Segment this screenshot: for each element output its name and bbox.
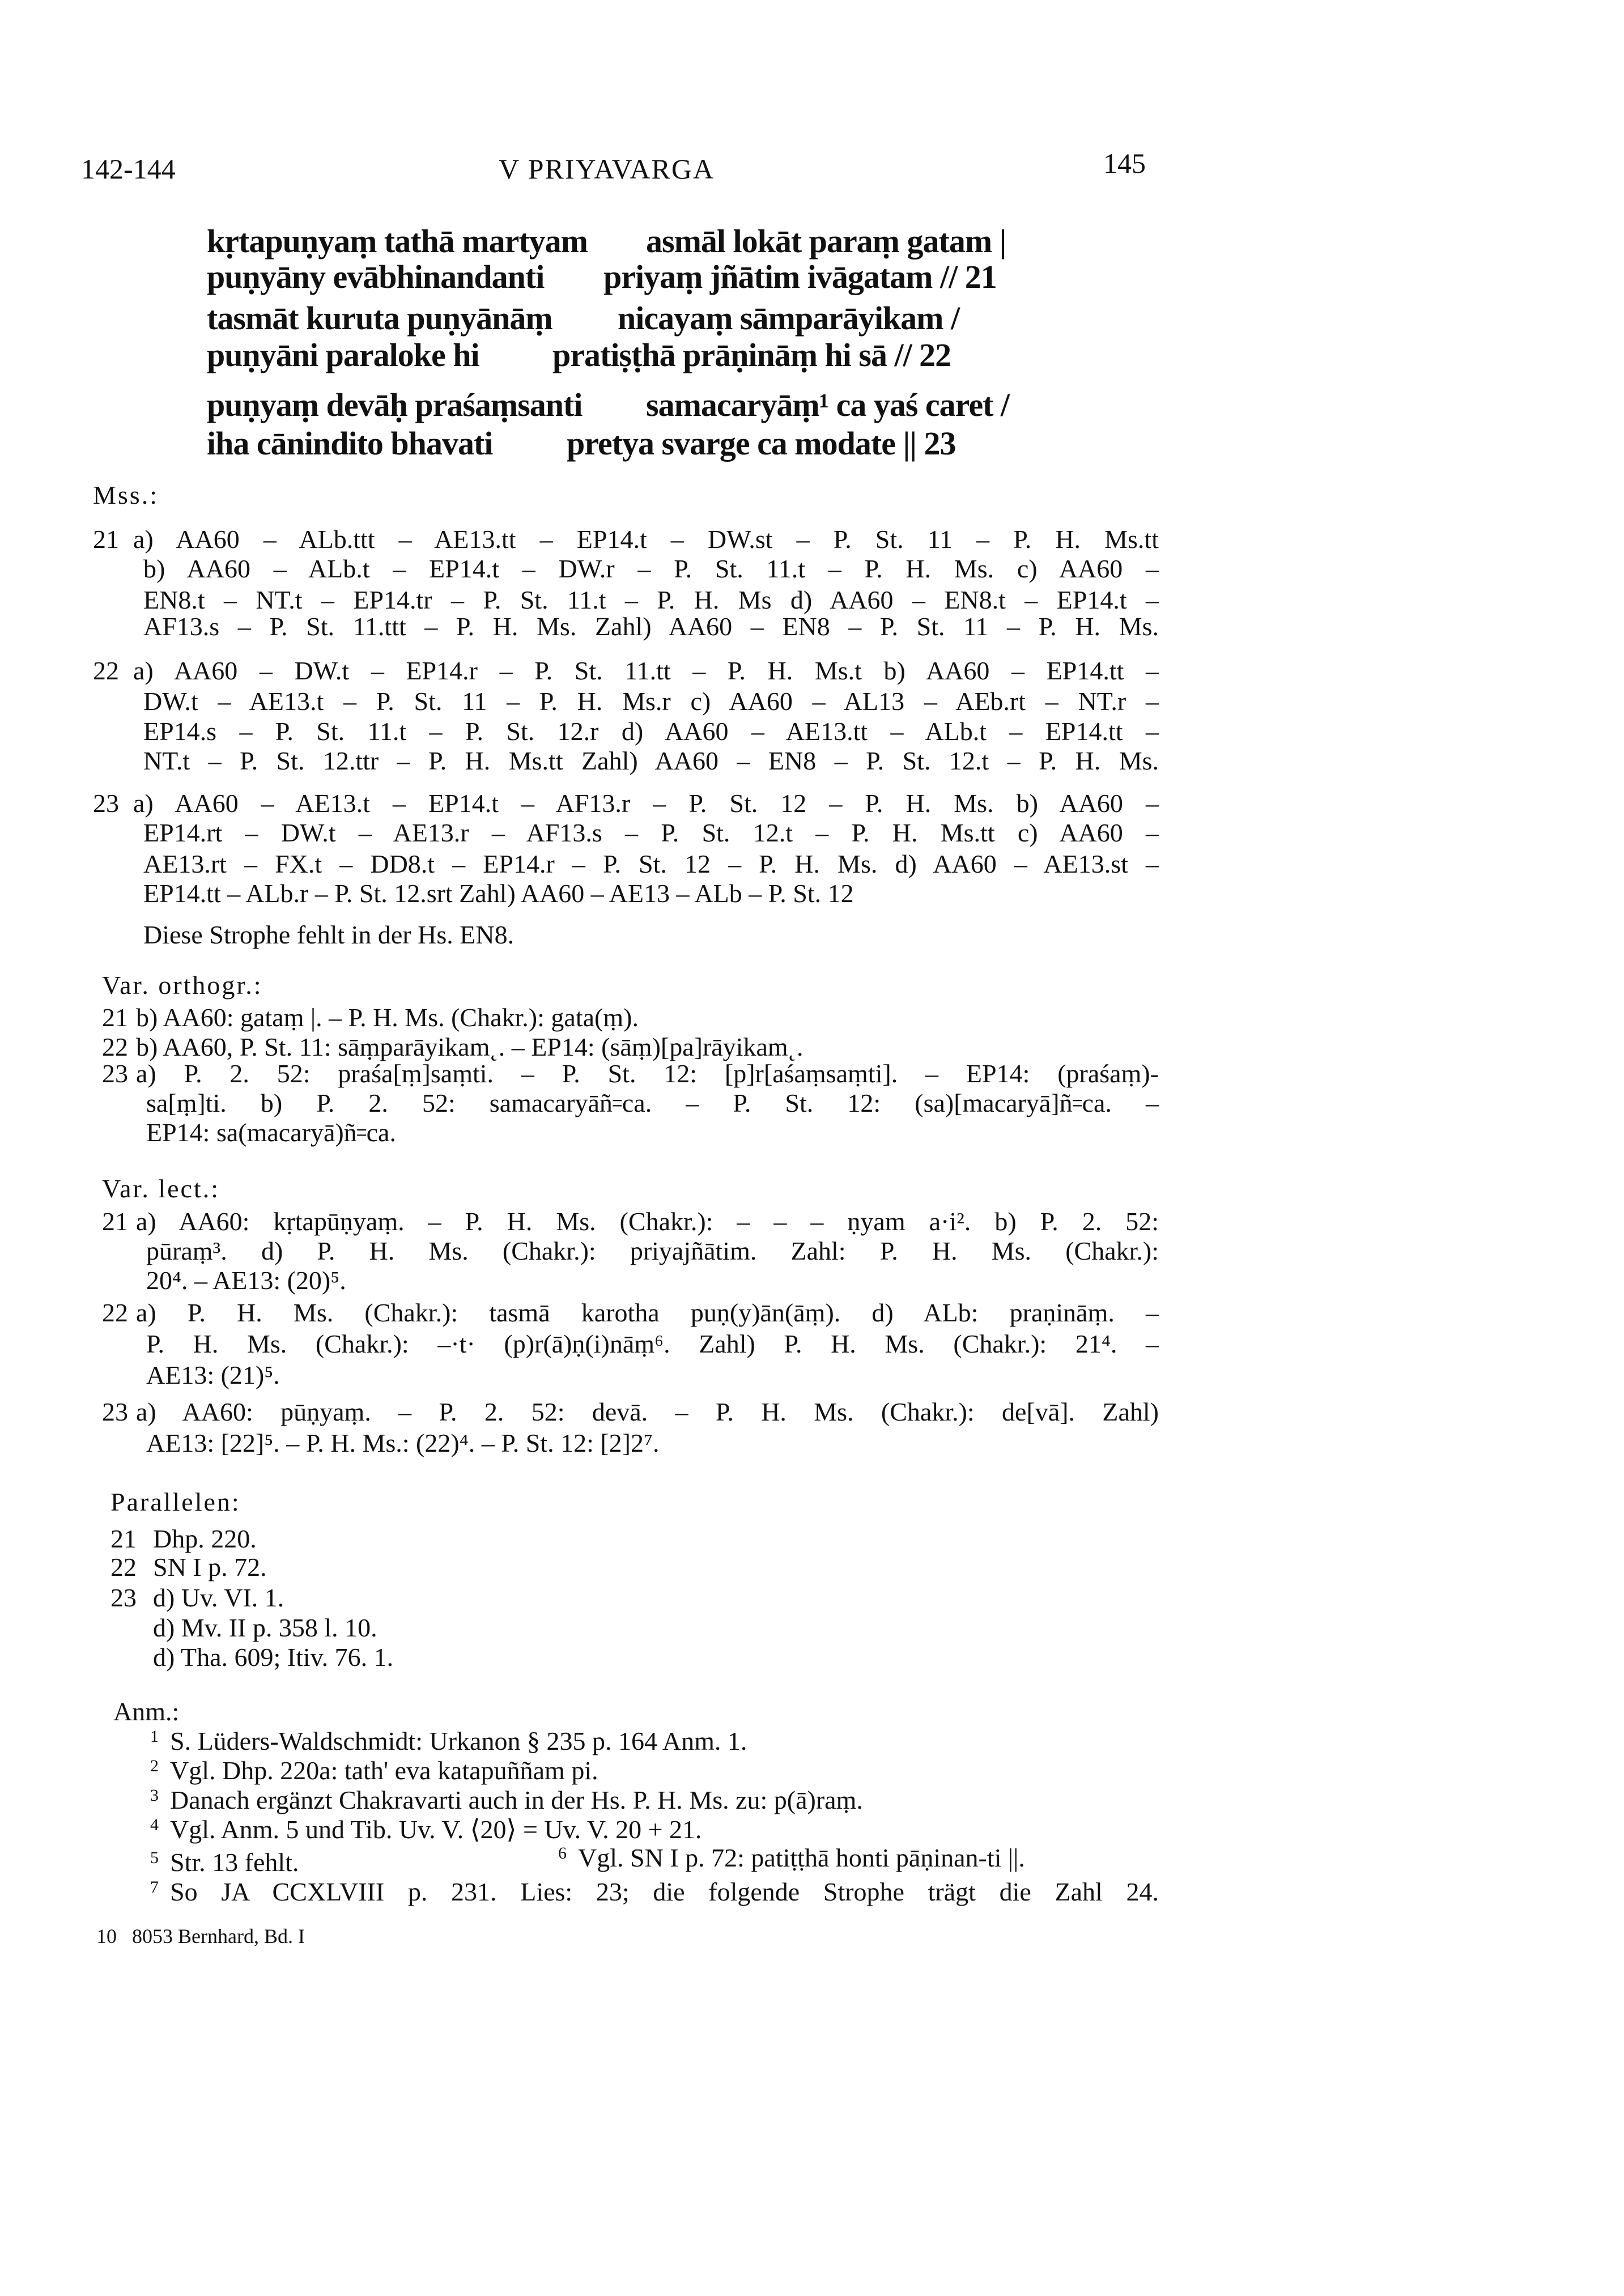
section-label-anm: Anm.: (113, 1697, 180, 1726)
verse-line: samacaryāṃ¹ ca yaś caret / (646, 386, 1009, 423)
footnote-text: Vgl. Dhp. 220a: tath' eva katapuññam pi. (170, 1756, 598, 1785)
printer-signature: 10 8053 Bernhard, Bd. I (96, 1925, 305, 1948)
stanza-range: 142-144 (81, 153, 176, 185)
verse-line: nicayaṃ sāmparāyikam / (618, 300, 960, 337)
stanza-number: 22 (110, 1553, 137, 1581)
footnote-number: 6 (558, 1844, 567, 1863)
footnote-number: 4 (150, 1815, 159, 1834)
mss-line: EP14.tt – ALb.r – P. St. 12.srt Zahl) AA60 – AE13 – ALb – P. St. 12 (143, 879, 854, 908)
mss-line: AE13.rt – FX.t – DD8.t – EP14.r – P. St. 12 – P. H. Ms. d) AA60 – AE13.st – (143, 849, 1159, 878)
parallel-item: d) Tha. 609; Itiv. 76. 1. (153, 1643, 394, 1672)
mss-line: AF13.s – P. St. 11.ttt – P. H. Ms. Zahl) AA60 – EN8 – P. St. 11 – P. H. Ms. (143, 612, 1159, 641)
stanza-number: 21 (110, 1524, 137, 1553)
orthogr-line: sa[ṃ]ti. b) P. 2. 52: samacaryāñ꞊ca. – P. St. 12: (sa)[macaryā]ñ꞊ca. – (146, 1089, 1159, 1117)
verse-line: iha cānindito bhavati (207, 425, 493, 462)
footnote-text: Vgl. SN I p. 72: patiṭṭhā honti pāṇinan-ti ||. (578, 1843, 1025, 1872)
lect-line: P. H. Ms. (Chakr.): –·t· (p)r(ā)ṇ(i)nāṃ⁶. Zahl) P. H. Ms. (Chakr.): 21⁴. – (146, 1329, 1159, 1358)
mss-line: NT.t – P. St. 12.ttr – P. H. Ms.tt Zahl) AA60 – EN8 – P. St. 12.t – P. H. Ms. (143, 746, 1159, 775)
mss-line: a) AA60 – AE13.t – EP14.t – AF13.r – P. St. 12 – P. H. Ms. b) AA60 – (133, 789, 1159, 818)
footnote-text: So JA CCXLVIII p. 231. Lies: 23; die folgende Strophe trägt die Zahl 24. (170, 1877, 1159, 1906)
parallel-item: Dhp. 220. (153, 1524, 257, 1553)
orthogr-line: EP14: sa(macaryā)ñ꞊ca. (146, 1118, 396, 1147)
verse-line: puṇyāni paraloke hi (207, 337, 479, 373)
stanza-number: 23 (102, 1397, 128, 1426)
lect-line: AE13: (21)⁵. (146, 1360, 280, 1389)
mss-line: b) AA60 – ALb.t – EP14.t – DW.r – P. St. 11.t – P. H. Ms. c) AA60 – (143, 554, 1159, 583)
mss-line: a) AA60 – ALb.ttt – AE13.tt – EP14.t – DW.st – P. St. 11 – P. H. Ms.tt (133, 525, 1159, 554)
section-label-lect: Var. lect.: (102, 1174, 220, 1203)
verse-line: puṇyaṃ devāḥ praśaṃsanti (207, 386, 583, 423)
footnote-text: Danach ergänzt Chakravarti auch in der Hs. P. H. Ms. zu: p(ā)raṃ. (170, 1785, 863, 1814)
verse-line: kṛtapuṇyaṃ tathā martyam (207, 223, 588, 260)
stanza-number: 22 (93, 656, 119, 685)
footnote-number: 7 (150, 1878, 159, 1897)
footnote-number: 2 (150, 1757, 159, 1775)
verse-line: pretya svarge ca modate || 23 (567, 425, 956, 462)
verse-line: asmāl lokāt paraṃ gatam | (646, 223, 1006, 260)
stanza-number: 22 (102, 1298, 128, 1327)
chapter-title: V PRIYAVARGA (499, 153, 715, 185)
mss-line: EN8.t – NT.t – EP14.tr – P. St. 11.t – P. H. Ms d) AA60 – EN8.t – EP14.t – (143, 585, 1159, 614)
stanza-number: 23 (93, 789, 119, 818)
lect-line: AE13: [22]⁵. – P. H. Ms.: (22)⁴. – P. St. 12: [2]2⁷. (146, 1428, 660, 1457)
section-label-mss: Mss.: (93, 481, 159, 509)
verse-line: puṇyāny evābhinandanti (207, 258, 545, 295)
lect-line: 20⁴. – AE13: (20)⁵. (146, 1266, 346, 1295)
parallel-item: d) Mv. II p. 358 l. 10. (153, 1613, 377, 1642)
footnote-text: Vgl. Anm. 5 und Tib. Uv. V. ⟨20⟩ = Uv. V. 20 + 21. (170, 1815, 702, 1844)
lect-line: a) P. H. Ms. (Chakr.): tasmā karotha puṇ(y)ān(āṃ). d) ALb: praṇināṃ. – (136, 1298, 1159, 1327)
mss-line: a) AA60 – DW.t – EP14.r – P. St. 11.tt – P. H. Ms.t b) AA60 – EP14.tt – (133, 656, 1159, 685)
verse-line: pratiṣṭhā prāṇināṃ hi sā // 22 (552, 337, 951, 373)
footnote-number: 5 (150, 1848, 159, 1867)
parallel-item: d) Uv. VI. 1. (153, 1583, 284, 1612)
orthogr-line: b) AA60, P. St. 11: sāṃparāyikam˛. – EP14: (sāṃ)[pa]rāyikam˛. (136, 1032, 804, 1061)
orthogr-line: a) P. 2. 52: praśa[ṃ]saṃti. – P. St. 12: [p]r[aśaṃsaṃti]. – EP14: (praśaṃ)- (136, 1059, 1159, 1088)
stanza-number: 21 (93, 525, 119, 554)
stanza-number: 23 (110, 1583, 137, 1612)
lect-line: pūraṃ³. d) P. H. Ms. (Chakr.): priyajñātim. Zahl: P. H. Ms. (Chakr.): (146, 1236, 1159, 1265)
stanza-number: 22 (102, 1032, 128, 1061)
lect-line: a) AA60: kṛtapūṇyaṃ. – P. H. Ms. (Chakr.): – – – ṇyam a·i². b) P. 2. 52: (136, 1207, 1159, 1236)
stanza-number: 21 (102, 1207, 128, 1236)
stanza-number: 21 (102, 1003, 128, 1032)
mss-line: EP14.rt – DW.t – AE13.r – AF13.s – P. St. 12.t – P. H. Ms.tt c) AA60 – (143, 818, 1159, 847)
footnote-number: 1 (150, 1727, 159, 1746)
footnote-number: 3 (150, 1786, 159, 1805)
mss-note: Diese Strophe fehlt in der Hs. EN8. (143, 920, 515, 949)
mss-line: EP14.s – P. St. 11.t – P. St. 12.r d) AA60 – AE13.tt – ALb.t – EP14.tt – (143, 717, 1159, 746)
mss-line: DW.t – AE13.t – P. St. 11 – P. H. Ms.r c) AA60 – AL13 – AEb.rt – NT.r – (143, 687, 1159, 716)
lect-line: a) AA60: pūṇyaṃ. – P. 2. 52: devā. – P. H. Ms. (Chakr.): de[vā]. Zahl) (136, 1397, 1159, 1426)
footnote-text: Str. 13 fehlt. (170, 1848, 299, 1877)
parallel-item: SN I p. 72. (153, 1553, 267, 1581)
orthogr-line: b) AA60: gataṃ |. – P. H. Ms. (Chakr.): gata(ṃ). (136, 1003, 639, 1032)
page-number: 145 (1103, 147, 1146, 179)
footnote-text: S. Lüders-Waldschmidt: Urkanon § 235 p. 164 Anm. 1. (170, 1727, 747, 1755)
verse-line: priyaṃ jñātim ivāgatam // 21 (603, 258, 997, 295)
section-label-orthogr: Var. orthogr.: (102, 971, 263, 1000)
stanza-number: 23 (102, 1059, 128, 1088)
verse-line: tasmāt kuruta puṇyānāṃ (207, 300, 552, 337)
section-label-parallelen: Parallelen: (110, 1487, 241, 1516)
